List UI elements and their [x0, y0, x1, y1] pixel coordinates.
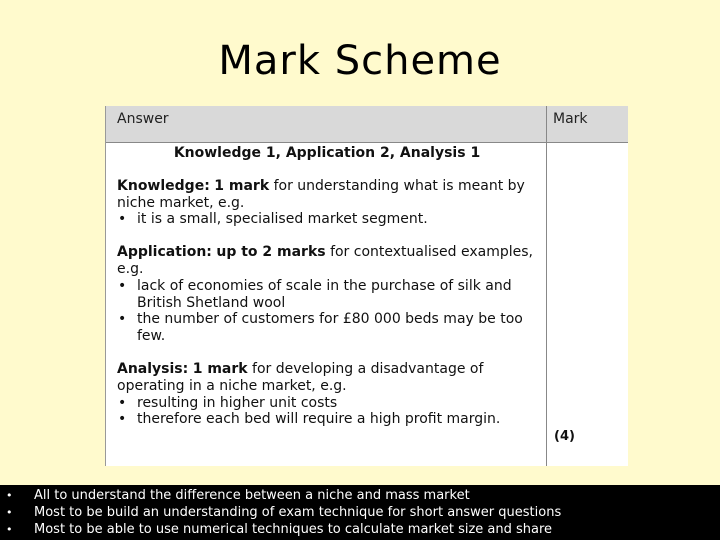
- application-criteria: [117, 244, 537, 345]
- analysis-label: Analysis:: [117, 360, 189, 377]
- column-divider: [546, 106, 547, 466]
- list-item: • the number of customers for £80 000 beds may be too few.: [117, 311, 537, 345]
- slide-title: Mark Scheme: [218, 38, 502, 84]
- knowledge-label: Knowledge:: [117, 177, 210, 194]
- mark-column-header: Mark: [553, 111, 588, 127]
- objective-item: • Most to be build an understanding of exam technique for short answer questions: [6, 504, 561, 521]
- table-header: [106, 106, 628, 143]
- knowledge-points: [117, 211, 537, 228]
- analysis-points: [117, 395, 537, 429]
- assessment-breakdown: Knowledge 1, Application 2, Analysis 1: [173, 145, 481, 161]
- mark-scheme-table: [105, 106, 628, 466]
- application-label: Application:: [117, 244, 212, 261]
- list-item: • resulting in higher unit costs: [117, 395, 537, 412]
- objectives-bar: [0, 485, 720, 540]
- application-text: for contextualised examples, e.g.: [117, 244, 534, 277]
- knowledge-text: for understanding what is meant by niche market, e.g.: [117, 177, 525, 211]
- knowledge-marks: 1 mark: [214, 177, 270, 194]
- analysis-text: for developing a disadvantage of operating in a niche market, e.g.: [117, 360, 484, 394]
- list-item: • it is a small, specialised market segment.: [117, 211, 537, 228]
- list-item: • therefore each bed will require a high profit margin.: [117, 411, 537, 428]
- answer-cell: [117, 145, 537, 428]
- objective-item: • Most to be able to use numerical techniques to calculate market size and share: [6, 521, 561, 538]
- knowledge-criteria: [117, 178, 537, 228]
- list-item: • lack of economies of scale in the purchase of silk and British Shetland wool: [117, 278, 537, 312]
- learning-objectives: [6, 487, 561, 538]
- analysis-criteria: [117, 361, 537, 428]
- answer-column-header: Answer: [117, 111, 169, 127]
- total-marks: (4): [554, 429, 575, 444]
- application-points: [117, 278, 537, 345]
- application-marks: up to 2 marks: [216, 244, 326, 261]
- objective-item: • All to understand the difference between a niche and mass market: [6, 487, 561, 504]
- analysis-marks: 1 mark: [192, 360, 248, 377]
